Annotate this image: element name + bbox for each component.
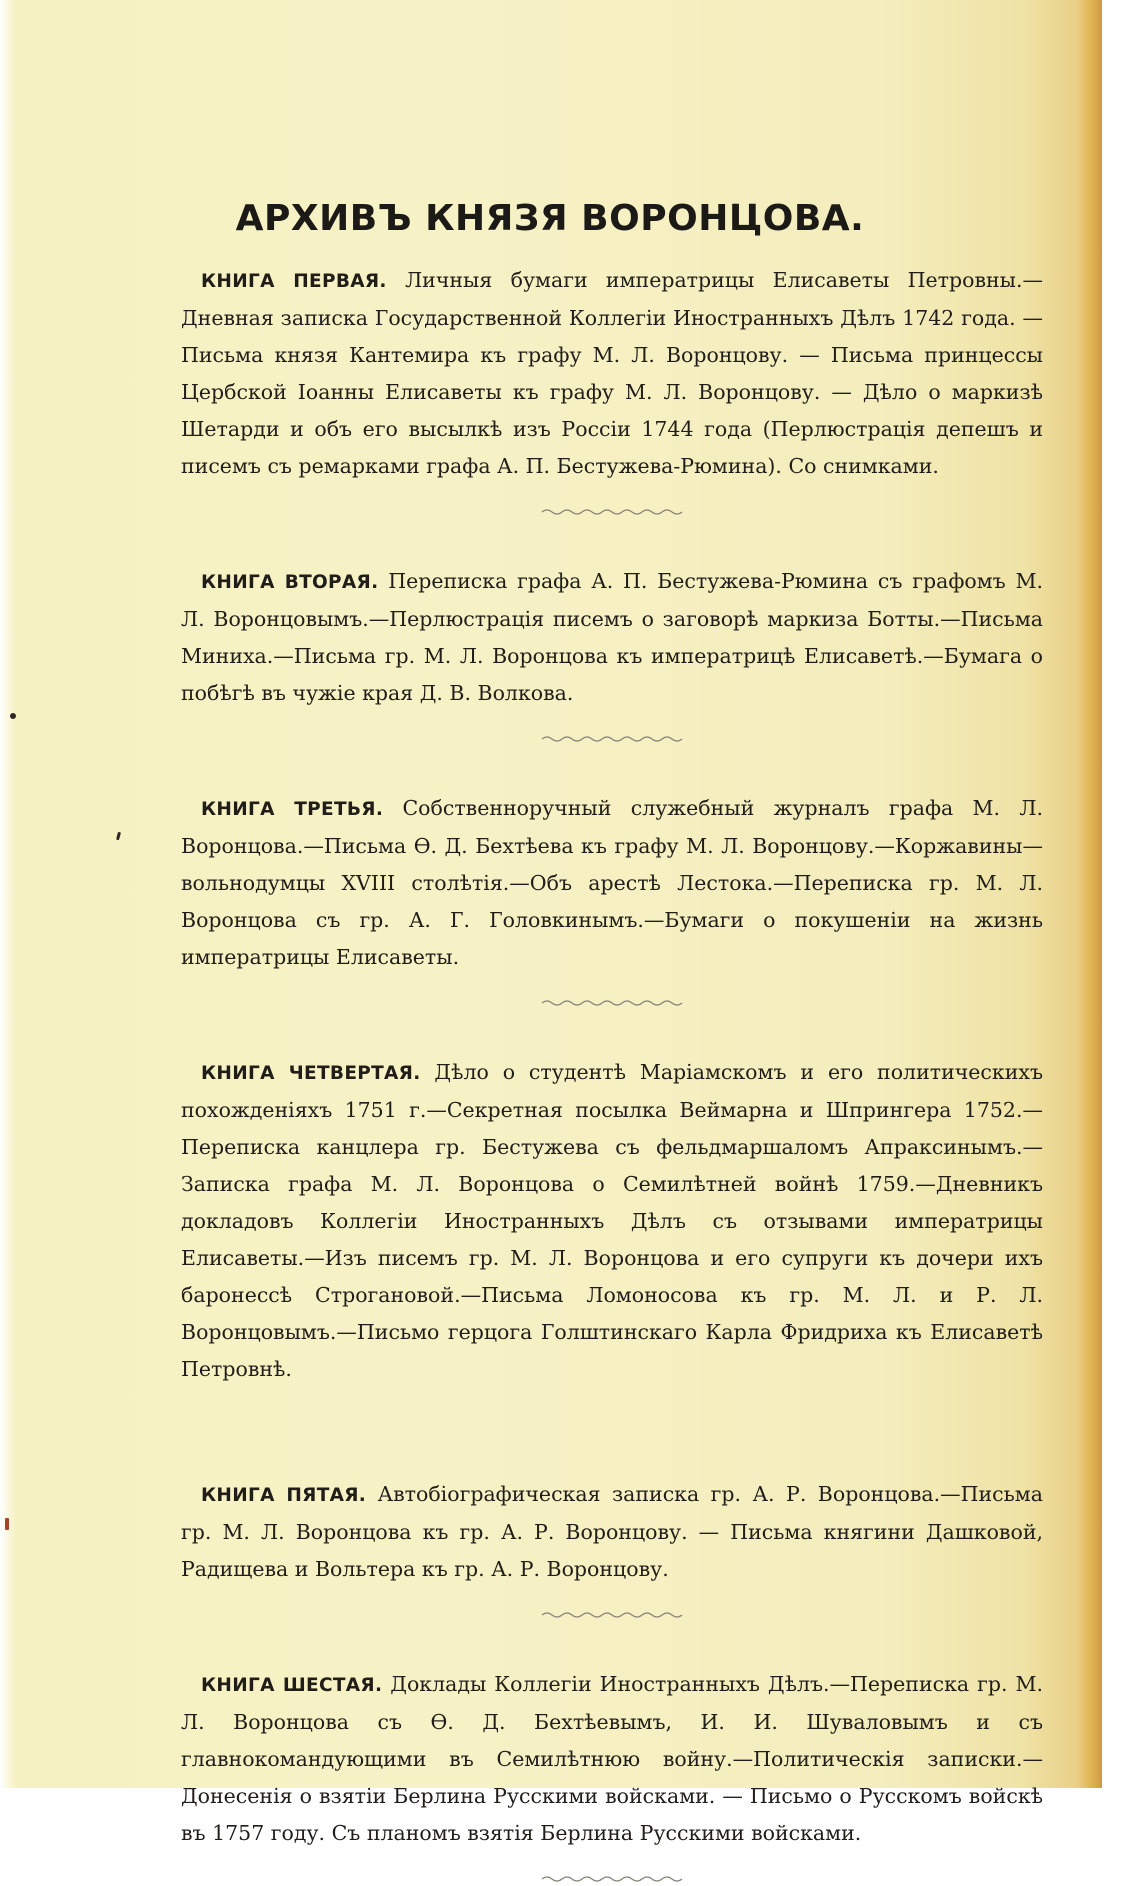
book-title: КНИГА ЧЕТВЕРТАЯ. — [201, 1063, 421, 1084]
page-title: АРХИВЪ КНЯЗЯ ВОРОНЦОВА. — [235, 198, 865, 239]
book-description: Личныя бумаги императрицы Елисаветы Петровны.—Дневная записка Государственной Коллегіи Иностранныхъ Дѣлъ 1742 года. — Письма князя Кантемира къ графу М. Л. Воронцову. — Письма принцессы Цербской Іоанны Елисаветы къ графу М. Л. Воронцову. — Дѣло о маркизѣ Шетарди и объ его высылкѣ изъ Россіи 1744 года (Перлюстрація депешъ и писемъ съ ремарками графа А. П. Бестужева-Рюмина). Со снимками. — [181, 268, 1043, 478]
book-description: Переписка графа А. П. Бестужева-Рюмина съ графомъ М. Л. Воронцовымъ.—Перлюстрація писемъ о заговорѣ маркиза Ботты.—Письма Миниха.—Письма гр. М. Л. Воронцова къ императрицѣ Елисаветѣ.—Бумага о побѣгѣ въ чужіе края Д. В. Волкова. — [181, 569, 1043, 705]
book-entry-5 — [181, 1476, 1043, 1588]
book-title: КНИГА ПЯТАЯ. — [201, 1485, 367, 1506]
wavy-divider — [542, 505, 682, 519]
wavy-divider — [542, 1608, 682, 1622]
wavy-divider — [542, 996, 682, 1010]
book-description: Автобіографическая записка гр. А. Р. Воронцова.—Письма гр. М. Л. Воронцова къ гр. А. Р. Воронцову. — Письма княгини Дашковой, Радищева и Вольтера къ гр. А. Р. Воронцову. — [181, 1482, 1043, 1581]
book-entry-1 — [181, 262, 1043, 485]
book-description: Доклады Коллегіи Иностранныхъ Дѣлъ.—Переписка гр. М. Л. Воронцова съ Ѳ. Д. Бехтѣевымъ, И. И. Шуваловымъ и съ главнокомандующими въ Семилѣтнюю войну.—Политическія записки.—Донесенія о взятіи Берлина Русскими войсками. — Письмо о Русскомъ войскѣ въ 1757 году. Съ планомъ взятія Берлина Русскими войсками. — [181, 1672, 1043, 1845]
book-title: КНИГА ПЕРВАЯ. — [201, 271, 387, 292]
book-description: Собственноручный служебный журналъ графа М. Л. Воронцова.—Письма Ѳ. Д. Бехтѣева къ графу М. Л. Воронцову.—Коржавины—вольнодумцы XVIII столѣтія.—Объ арестѣ Лестока.—Переписка гр. М. Л. Воронцова съ гр. А. Г. Головкинымъ.—Бумаги о покушеніи на жизнь императрицы Елисаветы. — [181, 796, 1044, 969]
book-title: КНИГА ШЕСТАЯ. — [201, 1675, 383, 1696]
page-edge — [1078, 0, 1102, 1788]
wavy-divider — [542, 732, 682, 746]
book-list — [181, 262, 1043, 1886]
book-entry-4 — [181, 1054, 1043, 1388]
book-entry-2 — [181, 563, 1043, 712]
margin-mark-red — [5, 1518, 9, 1530]
book-title: КНИГА ТРЕТЬЯ. — [201, 799, 384, 820]
book-title: КНИГА ВТОРАЯ. — [201, 572, 379, 593]
book-description: Дѣло о студентѣ Маріамскомъ и его политическихъ похожденіяхъ 1751 г.—Секретная посылка Веймарна и Шпрингера 1752.—Переписка канцлера гр. Бестужева съ фельдмаршаломъ Апраксинымъ.—Записка графа М. Л. Воронцова о Семилѣтней войнѣ 1759.—Дневникъ докладовъ Коллегіи Иностранныхъ Дѣлъ съ отзывами императрицы Елисаветы.—Изъ писемъ гр. М. Л. Воронцова и его супруги къ дочери ихъ баронессѣ Строгановой.—Письма Ломоносова къ гр. М. Л. и Р. Л. Воронцовымъ.—Письмо герцога Голштинскаго Карла Фридриха къ Елисаветѣ Петровнѣ. — [181, 1060, 1043, 1381]
book-entry-6 — [181, 1666, 1043, 1852]
wavy-divider — [542, 1872, 682, 1886]
book-entry-3 — [181, 790, 1043, 976]
margin-mark — [116, 832, 121, 841]
margin-dot — [10, 713, 16, 719]
